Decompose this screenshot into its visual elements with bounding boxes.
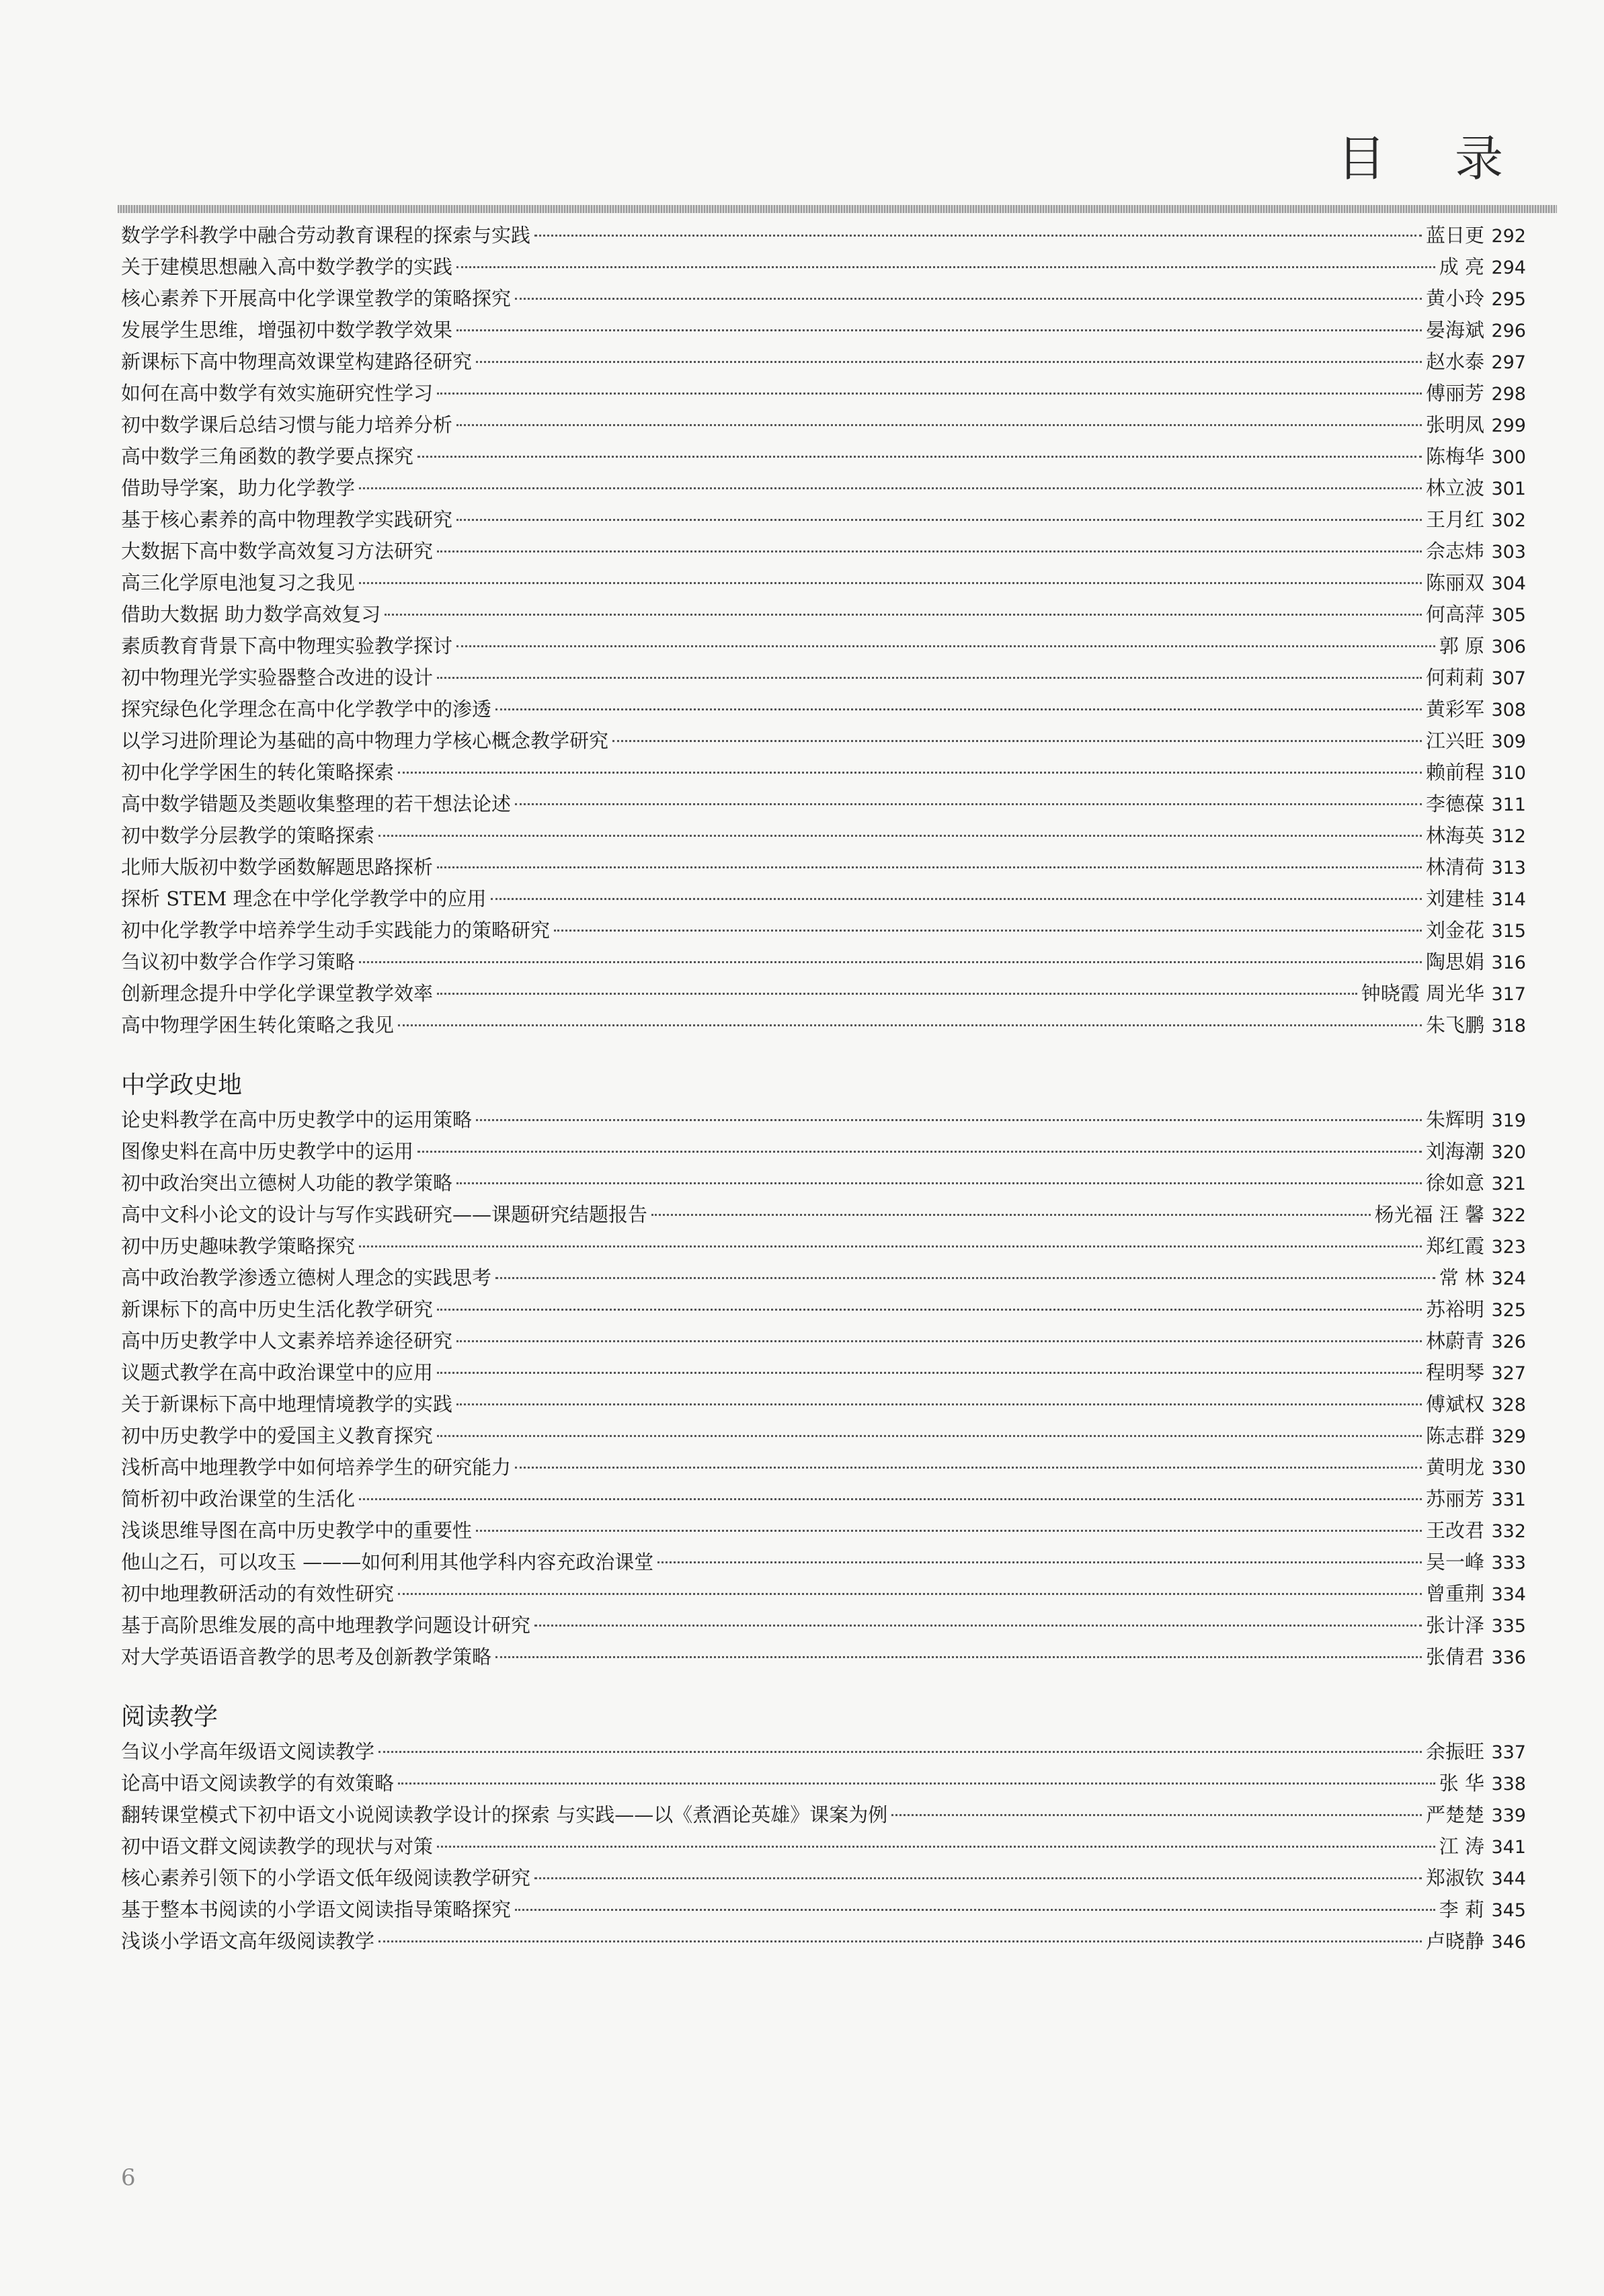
- toc-entry[interactable]: [121, 1547, 1526, 1578]
- entry-page-number: 297: [1491, 352, 1526, 373]
- dot-leader: [534, 235, 1422, 237]
- toc-entry[interactable]: [121, 473, 1526, 504]
- entry-title: 关于新课标下高中地理情境教学的实践: [121, 1393, 453, 1416]
- entry-page-number: 306: [1491, 637, 1526, 657]
- dot-leader: [456, 645, 1435, 647]
- entry-page-number: 338: [1491, 1774, 1526, 1795]
- entry-page-number: 299: [1491, 415, 1526, 436]
- entry-author: 黄彩军: [1425, 698, 1484, 721]
- toc-entry[interactable]: [121, 1104, 1526, 1136]
- entry-author: 郑红霞: [1425, 1235, 1484, 1258]
- entry-page-number: 312: [1491, 826, 1526, 847]
- toc-entry[interactable]: [121, 1894, 1526, 1926]
- entry-page-number: 298: [1491, 384, 1526, 405]
- entry-author: 张倩君: [1425, 1645, 1484, 1668]
- entry-page-number: 294: [1491, 257, 1526, 278]
- dot-leader: [359, 1498, 1422, 1500]
- toc-entry[interactable]: [121, 1136, 1526, 1167]
- dot-leader: [398, 772, 1422, 774]
- dot-leader: [495, 1656, 1422, 1658]
- dot-leader: [515, 1467, 1422, 1469]
- dot-leader: [495, 708, 1422, 710]
- entry-page-number: 316: [1491, 952, 1526, 973]
- dot-leader: [437, 866, 1422, 868]
- entry-author: 杨光福 汪 馨: [1374, 1203, 1484, 1226]
- dot-leader: [612, 740, 1422, 742]
- entry-author: 晏海斌: [1425, 319, 1484, 341]
- entry-title: 探究绿色化学理念在高中化学教学中的渗透: [121, 698, 492, 721]
- entry-page-number: 296: [1491, 321, 1526, 341]
- entry-page-number: 326: [1491, 1331, 1526, 1352]
- toc-entry[interactable]: [121, 315, 1526, 346]
- entry-author: 林立波: [1425, 477, 1484, 499]
- dot-leader: [378, 835, 1422, 837]
- toc-entry[interactable]: [121, 915, 1526, 946]
- entry-title: 新课标下高中物理高效课堂构建路径研究: [121, 350, 473, 373]
- entry-title: 关于建模思想融入高中数学教学的实践: [121, 255, 453, 278]
- entry-author: 余振旺: [1425, 1740, 1484, 1763]
- dot-leader: [437, 993, 1357, 995]
- dot-leader: [437, 393, 1422, 395]
- dot-leader: [456, 1182, 1422, 1184]
- toc-entry[interactable]: [121, 220, 1526, 251]
- entry-author: 蓝日更: [1425, 224, 1484, 247]
- dot-leader: [495, 1277, 1435, 1279]
- toc-entry[interactable]: [121, 1357, 1526, 1389]
- entry-title: 对大学英语语音教学的思考及创新教学策略: [121, 1645, 492, 1668]
- dot-leader: [398, 1593, 1422, 1595]
- entry-author: 严楚楚: [1425, 1803, 1484, 1826]
- entry-title: 基于整本书阅读的小学语文阅读指导策略探究: [121, 1898, 512, 1921]
- entry-title: 初中数学课后总结习惯与能力培养分析: [121, 413, 453, 436]
- page-number: 6: [121, 2164, 136, 2191]
- toc-entry[interactable]: [121, 251, 1526, 283]
- entry-title: 浅谈小学语文高年级阅读教学: [121, 1930, 375, 1953]
- dot-leader: [657, 1561, 1422, 1563]
- entry-author: 林清荷: [1425, 856, 1484, 878]
- entry-author: 赵水泰: [1425, 350, 1484, 373]
- dot-leader: [476, 1530, 1422, 1532]
- entry-title: 议题式教学在高中政治课堂中的应用: [121, 1361, 434, 1384]
- dot-leader: [515, 1909, 1435, 1911]
- toc-entry[interactable]: [121, 630, 1526, 662]
- toc-entry[interactable]: [121, 1167, 1526, 1199]
- entry-title: 刍议小学高年级语文阅读教学: [121, 1740, 375, 1763]
- entry-author: 张计泽: [1425, 1614, 1484, 1637]
- entry-page-number: 345: [1491, 1900, 1526, 1921]
- entry-page-number: 292: [1491, 226, 1526, 247]
- toc-section: [121, 220, 1526, 1041]
- dot-leader: [491, 898, 1422, 900]
- entry-page-number: 344: [1491, 1869, 1526, 1889]
- dot-leader: [417, 1151, 1422, 1153]
- entry-author: 王改君: [1425, 1519, 1484, 1542]
- entry-author: 江 涛: [1439, 1835, 1484, 1858]
- entry-author: 王月红: [1425, 508, 1484, 531]
- toc-entry[interactable]: [121, 1610, 1526, 1641]
- entry-page-number: 324: [1491, 1268, 1526, 1289]
- entry-author: 曾重荆: [1425, 1582, 1484, 1605]
- entry-author: 苏裕明: [1425, 1298, 1484, 1321]
- entry-title: 高三化学原电池复习之我见: [121, 571, 356, 594]
- dot-leader: [554, 930, 1422, 932]
- entry-author: 陈志群: [1425, 1424, 1484, 1447]
- entry-author: 刘金花: [1425, 919, 1484, 942]
- entry-title: 高中政治教学渗透立德树人理念的实践思考: [121, 1266, 492, 1289]
- entry-page-number: 295: [1491, 289, 1526, 310]
- entry-title: 初中政治突出立德树人功能的教学策略: [121, 1172, 453, 1194]
- dot-leader: [651, 1214, 1371, 1216]
- entry-page-number: 332: [1491, 1521, 1526, 1542]
- entry-author: 陈丽双: [1425, 571, 1484, 594]
- toc-entry[interactable]: [121, 1294, 1526, 1325]
- entry-page-number: 346: [1491, 1932, 1526, 1953]
- toc-entry[interactable]: [121, 1452, 1526, 1483]
- page-title: 目 录: [1337, 130, 1530, 187]
- entry-author: 佘志炜: [1425, 540, 1484, 563]
- entry-title: 大数据下高中数学高效复习方法研究: [121, 540, 434, 563]
- entry-author: 何莉莉: [1425, 666, 1484, 689]
- section-title: 中学政史地: [121, 1071, 243, 1099]
- entry-author: 陈梅华: [1425, 445, 1484, 468]
- dot-leader: [378, 1940, 1422, 1942]
- entry-page-number: 304: [1491, 573, 1526, 594]
- entry-title: 以学习进阶理论为基础的高中物理力学核心概念教学研究: [121, 729, 609, 752]
- dot-leader: [437, 677, 1422, 679]
- toc-entry[interactable]: [121, 1862, 1526, 1894]
- entry-title: 核心素养下开展高中化学课堂教学的策略探究: [121, 287, 512, 310]
- dot-leader: [417, 456, 1422, 458]
- entry-title: 初中化学学困生的转化策略探索: [121, 761, 395, 784]
- entry-page-number: 337: [1491, 1742, 1526, 1763]
- toc-entry[interactable]: [121, 567, 1526, 599]
- dot-leader: [398, 1782, 1435, 1785]
- toc-entry[interactable]: [121, 1926, 1526, 1957]
- entry-author: 李 莉: [1439, 1898, 1484, 1921]
- dot-leader: [437, 1435, 1422, 1437]
- entry-page-number: 301: [1491, 479, 1526, 499]
- table-of-contents: [121, 220, 1526, 1957]
- toc-entry[interactable]: [121, 788, 1526, 820]
- entry-title: 基于核心素养的高中物理教学实践研究: [121, 508, 453, 531]
- entry-page-number: 305: [1491, 605, 1526, 626]
- toc-entry[interactable]: [121, 1231, 1526, 1262]
- dot-leader: [437, 1309, 1422, 1311]
- entry-author: 程明琴: [1425, 1361, 1484, 1384]
- entry-title: 初中历史趣味教学策略探究: [121, 1235, 356, 1258]
- entry-author: 傅丽芳: [1425, 382, 1484, 405]
- entry-page-number: 318: [1491, 1016, 1526, 1036]
- entry-author: 苏丽芳: [1425, 1487, 1484, 1510]
- entry-title: 如何在高中数学有效实施研究性学习: [121, 382, 434, 405]
- toc-entry[interactable]: [121, 946, 1526, 978]
- entry-title: 借助大数据 助力数学高效复习: [121, 603, 381, 626]
- entry-author: 黄小玲: [1425, 287, 1484, 310]
- entry-page-number: 325: [1491, 1300, 1526, 1321]
- dot-leader: [515, 803, 1422, 805]
- entry-page-number: 307: [1491, 668, 1526, 689]
- entry-page-number: 327: [1491, 1363, 1526, 1384]
- entry-author: 郑淑钦: [1425, 1867, 1484, 1889]
- dot-leader: [534, 1625, 1422, 1627]
- entry-author: 何高萍: [1425, 603, 1484, 626]
- entry-title: 初中化学教学中培养学生动手实践能力的策略研究: [121, 919, 551, 942]
- dot-leader: [385, 614, 1422, 616]
- entry-title: 高中数学错题及类题收集整理的若干想法论述: [121, 792, 512, 815]
- entry-author: 张明凤: [1425, 413, 1484, 436]
- entry-author: 徐如意: [1425, 1172, 1484, 1194]
- entry-author: 林蔚青: [1425, 1329, 1484, 1352]
- dot-leader: [359, 487, 1422, 489]
- entry-title: 浅析高中地理教学中如何培养学生的研究能力: [121, 1456, 512, 1479]
- entry-title: 北师大版初中数学函数解题思路探析: [121, 856, 434, 878]
- toc-entry[interactable]: [121, 820, 1526, 852]
- dot-leader: [456, 329, 1422, 331]
- toc-entry[interactable]: [121, 1420, 1526, 1452]
- entry-page-number: 315: [1491, 921, 1526, 942]
- toc-entry[interactable]: [121, 1578, 1526, 1610]
- entry-title: 刍议初中数学合作学习策略: [121, 950, 356, 973]
- entry-page-number: 319: [1491, 1110, 1526, 1131]
- entry-page-number: 303: [1491, 542, 1526, 563]
- toc-entry[interactable]: [121, 757, 1526, 788]
- toc-entry[interactable]: [121, 409, 1526, 441]
- entry-page-number: 311: [1491, 794, 1526, 815]
- toc-entry[interactable]: [121, 725, 1526, 757]
- entry-title: 借助导学案，助力化学教学: [121, 477, 356, 499]
- entry-author: 郭 原: [1439, 634, 1484, 657]
- header-rule: [118, 205, 1557, 213]
- toc-entry[interactable]: [121, 346, 1526, 378]
- dot-leader: [456, 519, 1422, 521]
- entry-page-number: 313: [1491, 858, 1526, 878]
- entry-title: 高中文科小论文的设计与写作实践研究——课题研究结题报告: [121, 1203, 648, 1226]
- entry-author: 朱飞鹏: [1425, 1014, 1484, 1036]
- toc-entry[interactable]: [121, 1515, 1526, 1547]
- dot-leader: [437, 1372, 1422, 1374]
- toc-entry[interactable]: [121, 1389, 1526, 1420]
- dot-leader: [398, 1024, 1422, 1026]
- entry-author: 常 林: [1439, 1266, 1484, 1289]
- entry-title: 初中语文群文阅读教学的现状与对策: [121, 1835, 434, 1858]
- entry-title: 基于高阶思维发展的高中地理教学问题设计研究: [121, 1614, 531, 1637]
- toc-entry[interactable]: [121, 883, 1526, 915]
- toc-entry[interactable]: [121, 599, 1526, 630]
- toc-entry[interactable]: [121, 1483, 1526, 1515]
- entry-author: 傅斌权: [1425, 1393, 1484, 1416]
- dot-leader: [476, 1119, 1422, 1121]
- dot-leader: [515, 298, 1422, 300]
- entry-page-number: 334: [1491, 1584, 1526, 1605]
- entry-author: 张 华: [1439, 1772, 1484, 1795]
- entry-page-number: 317: [1491, 984, 1526, 1005]
- entry-author: 林海英: [1425, 824, 1484, 847]
- entry-title: 论史料教学在高中历史教学中的运用策略: [121, 1108, 473, 1131]
- entry-page-number: 309: [1491, 731, 1526, 752]
- toc-entry[interactable]: [121, 852, 1526, 883]
- entry-page-number: 336: [1491, 1647, 1526, 1668]
- dot-leader: [437, 550, 1422, 552]
- dot-leader: [456, 1340, 1422, 1342]
- toc-entry[interactable]: [121, 536, 1526, 567]
- dot-leader: [456, 266, 1435, 268]
- dot-leader: [359, 1245, 1422, 1247]
- entry-title: 简析初中政治课堂的生活化: [121, 1487, 356, 1510]
- entry-title: 创新理念提升中学化学课堂教学效率: [121, 982, 434, 1005]
- entry-page-number: 328: [1491, 1395, 1526, 1416]
- toc-section: [121, 1067, 1526, 1673]
- entry-page-number: 310: [1491, 763, 1526, 784]
- entry-title: 他山之石，可以攻玉 ———如何利用其他学科内容充政治课堂: [121, 1551, 654, 1573]
- entry-title: 初中地理教研活动的有效性研究: [121, 1582, 395, 1605]
- entry-title: 发展学生思维，增强初中数学教学效果: [121, 319, 453, 341]
- toc-entry[interactable]: [121, 978, 1526, 1010]
- entry-author: 成 亮: [1439, 255, 1484, 278]
- entry-title: 初中数学分层教学的策略探索: [121, 824, 375, 847]
- entry-author: 吴一峰: [1425, 1551, 1484, 1573]
- entry-page-number: 322: [1491, 1205, 1526, 1226]
- entry-title: 数学学科教学中融合劳动教育课程的探索与实践: [121, 224, 531, 247]
- entry-title: 新课标下的高中历史生活化教学研究: [121, 1298, 434, 1321]
- entry-title: 高中数学三角函数的教学要点探究: [121, 445, 414, 468]
- dot-leader: [534, 1877, 1422, 1879]
- entry-page-number: 302: [1491, 510, 1526, 531]
- dot-leader: [378, 1751, 1422, 1753]
- toc-entry[interactable]: [121, 1768, 1526, 1799]
- entry-author: 江兴旺: [1425, 729, 1484, 752]
- toc-entry[interactable]: [121, 1641, 1526, 1673]
- entry-title: 图像史料在高中历史教学中的运用: [121, 1140, 414, 1163]
- entry-author: 钟晓霞 周光华: [1361, 982, 1484, 1005]
- entry-author: 赖前程: [1425, 761, 1484, 784]
- toc-entry[interactable]: [121, 378, 1526, 409]
- dot-leader: [476, 361, 1422, 363]
- entry-title: 核心素养引领下的小学语文低年级阅读教学研究: [121, 1867, 531, 1889]
- entry-page-number: 339: [1491, 1805, 1526, 1826]
- entry-author: 李德葆: [1425, 792, 1484, 815]
- toc-entry[interactable]: [121, 1199, 1526, 1231]
- section-title: 阅读教学: [121, 1703, 218, 1731]
- entry-author: 刘建桂: [1425, 887, 1484, 910]
- entry-title: 浅谈思维导图在高中历史教学中的重要性: [121, 1519, 473, 1542]
- entry-title: 高中历史教学中人文素养培养途径研究: [121, 1329, 453, 1352]
- entry-page-number: 321: [1491, 1174, 1526, 1194]
- dot-leader: [359, 582, 1422, 584]
- entry-title: 论高中语文阅读教学的有效策略: [121, 1772, 395, 1795]
- toc-entry[interactable]: [121, 1799, 1526, 1831]
- entry-title: 初中物理光学实验器整合改进的设计: [121, 666, 434, 689]
- entry-page-number: 331: [1491, 1489, 1526, 1510]
- entry-author: 刘海潮: [1425, 1140, 1484, 1163]
- entry-page-number: 330: [1491, 1458, 1526, 1479]
- toc-entry[interactable]: [121, 441, 1526, 473]
- entry-title: 高中物理学困生转化策略之我见: [121, 1014, 395, 1036]
- entry-author: 朱辉明: [1425, 1108, 1484, 1131]
- toc-entry[interactable]: [121, 1736, 1526, 1768]
- entry-page-number: 320: [1491, 1142, 1526, 1163]
- entry-page-number: 329: [1491, 1426, 1526, 1447]
- entry-author: 卢晓静: [1425, 1930, 1484, 1953]
- entry-author: 陶思娟: [1425, 950, 1484, 973]
- entry-page-number: 323: [1491, 1237, 1526, 1258]
- entry-title: 探析 STEM 理念在中学化学教学中的应用: [121, 887, 487, 910]
- toc-entry[interactable]: [121, 504, 1526, 536]
- toc-entry[interactable]: [121, 662, 1526, 694]
- dot-leader: [891, 1814, 1422, 1816]
- entry-page-number: 333: [1491, 1553, 1526, 1573]
- toc-entry[interactable]: [121, 1262, 1526, 1294]
- dot-leader: [437, 1846, 1435, 1848]
- toc-section: [121, 1698, 1526, 1957]
- entry-page-number: 308: [1491, 700, 1526, 721]
- entry-title: 初中历史教学中的爱国主义教育探究: [121, 1424, 434, 1447]
- entry-page-number: 314: [1491, 889, 1526, 910]
- entry-author: 黄明龙: [1425, 1456, 1484, 1479]
- dot-leader: [456, 424, 1422, 426]
- dot-leader: [456, 1403, 1422, 1405]
- entry-page-number: 341: [1491, 1837, 1526, 1858]
- toc-entry[interactable]: [121, 694, 1526, 725]
- dot-leader: [359, 961, 1422, 963]
- entry-page-number: 300: [1491, 447, 1526, 468]
- entry-title: 素质教育背景下高中物理实验教学探讨: [121, 634, 453, 657]
- entry-title: 翻转课堂模式下初中语文小说阅读教学设计的探索 与实践——以《煮酒论英雄》课案为例: [121, 1803, 888, 1826]
- toc-entry[interactable]: [121, 1831, 1526, 1862]
- toc-entry[interactable]: [121, 1325, 1526, 1357]
- toc-entry[interactable]: [121, 283, 1526, 315]
- entry-page-number: 335: [1491, 1616, 1526, 1637]
- toc-entry[interactable]: [121, 1010, 1526, 1041]
